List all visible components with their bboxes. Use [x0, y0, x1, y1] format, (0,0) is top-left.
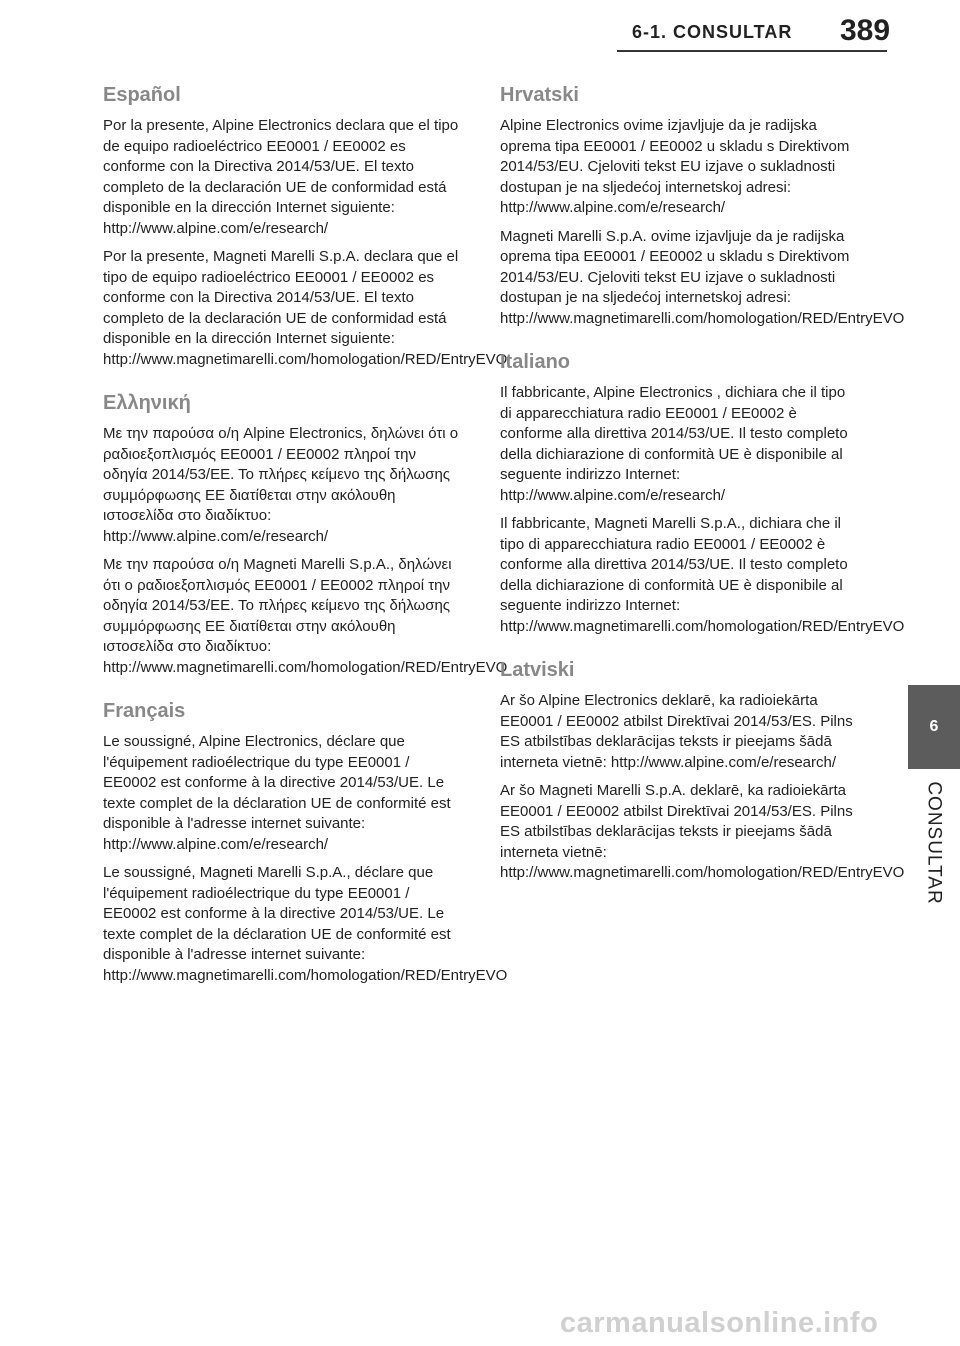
paragraph: Με την παρούσα ο/η Alpine Electronics, δηλώνει ότι ο ραδιοεξοπλισμός EE0001 / EE0002 πληροί την οδηγία 2014/53/ΕΕ. Το πλήρες κείμενο της δήλωσης συμμόρφωσης ΕΕ διατίθεται στην ακόλουθη ιστοσελίδα στο διαδίκτυο: http://www.alpine.com/e/research/ [103, 425, 459, 545]
paragraph: Magneti Marelli S.p.A. ovime izjavljuje da je radijska oprema tipa EE0001 / EE0002 u skladu s Direktivom 2014/53/EU. Cjeloviti tekst EU izjave o sukladnosti dostupan je na sljedećoj internetskoj adresi: http://www.magnetimarelli.com/homologation/RED/EntryEVO [500, 227, 905, 327]
paragraph: Le soussigné, Magneti Marelli S.p.A., déclare que l'équipement radioélectrique du type EE0001 / EE0002 est conforme à la directive 2014/53/UE. Le texte complet de la déclaration UE de conformité est disponible à l'adresse internet suivante: http://www.magnetimarelli.com/homologation/RED/EntryEVO [103, 864, 508, 984]
right-column [500, 84, 905, 906]
chapter-tab-label [908, 778, 960, 908]
paragraph: Alpine Electronics ovime izjavljuje da je radijska oprema tipa EE0001 / EE0002 u skladu s Direktivom 2014/53/EU. Cjeloviti tekst EU izjave o sukladnosti dostupan je na sljedećoj internetskoj adresi: http://www.alpine.com/e/research/ [500, 117, 850, 216]
heading-italiano: Italiano [500, 351, 571, 373]
section-italiano [500, 351, 905, 637]
left-column [103, 84, 508, 1008]
chapter-tab-number: 6 [908, 685, 960, 769]
page-number: 389 [840, 14, 891, 47]
section-hrvatski [500, 84, 905, 329]
watermark: carmanualsonline.info [560, 1307, 879, 1339]
paragraph: Por la presente, Magneti Marelli S.p.A. declara que el tipo de equipo radioeléctrico EE0001 / EE0002 es conforme con la Directiva 2014/53/UE. El texto completo de la declaración UE de conformidad está disponible en la dirección Internet siguiente: http://www.magnetimarelli.com/homologation/RED/EntryEVO [103, 248, 508, 368]
heading-francais: Français [103, 700, 186, 722]
heading-hrvatski: Hrvatski [500, 84, 579, 106]
section-greek [103, 392, 508, 678]
section-espanol [103, 84, 508, 370]
heading-latviski: Latviski [500, 659, 575, 681]
section-title: 6-1. CONSULTAR [632, 22, 793, 42]
paragraph: Il fabbricante, Alpine Electronics , dichiara che il tipo di apparecchiatura radio EE0001 / EE0002 è conforme alla direttiva 2014/53/UE. Il testo completo della dichiarazione di conformità UE è disponibile al seguente indirizzo Internet: http://www.alpine.com/e/research/ [500, 384, 848, 504]
paragraph: Il fabbricante, Magneti Marelli S.p.A., dichiara che il tipo di apparecchiatura radio EE0001 / EE0002 è conforme alla direttiva 2014/53/UE. Il testo completo della dichiarazione di conformità UE è disponibile al seguente indirizzo Internet: http://www.magnetimarelli.com/homologation/RED/EntryEVO [500, 515, 905, 635]
paragraph: Le soussigné, Alpine Electronics, déclare que l'équipement radioélectrique du type EE0001 / EE0002 est conforme à la directive 2014/53/UE. Le texte complet de la déclaration UE de conformité est disponible à l'adresse internet suivante: http://www.alpine.com/e/research/ [103, 733, 451, 853]
chapter-tab-text: CONSULTAR [924, 781, 945, 905]
header-rule [617, 50, 887, 52]
heading-greek: Ελληνική [103, 392, 191, 414]
paragraph: Por la presente, Alpine Electronics declara que el tipo de equipo radioeléctrico EE0001 / EE0002 es conforme con la Directiva 2014/53/UE. El texto completo de la declaración UE de conformidad está disponible en la dirección Internet siguiente: http://www.alpine.com/e/research/ [103, 117, 459, 237]
heading-espanol: Español [103, 84, 181, 106]
paragraph: Ar šo Alpine Electronics deklarē, ka radioiekārta EE0001 / EE0002 atbilst Direktīvai 2014/53/ES. Pilns ES atbilstības deklarācijas teksts ir pieejams šādā interneta vietnē: http://www.alpine.com/e/research/ [500, 692, 853, 771]
page-header [0, 0, 960, 56]
section-francais [103, 700, 508, 986]
paragraph: Ar šo Magneti Marelli S.p.A. deklarē, ka radioiekārta EE0001 / EE0002 atbilst Direktīvai 2014/53/ES. Pilns ES atbilstības deklarācijas teksts ir pieejams šādā interneta vietnē: http://www.magnetimarelli.com/homologation/RED/EntryEVO [500, 782, 905, 881]
section-latviski [500, 659, 905, 884]
paragraph: Με την παρούσα ο/η Magneti Marelli S.p.A., δηλώνει ότι ο ραδιοεξοπλισμός EE0001 / EE0002 πληροί την οδηγία 2014/53/ΕΕ. Το πλήρες κείμενο της δήλωσης συμμόρφωσης ΕΕ διατίθεται στην ακόλουθη ιστοσελίδα στο διαδίκτυο: http://www.magnetimarelli.com/homologation/RED/EntryEVO [103, 556, 508, 676]
